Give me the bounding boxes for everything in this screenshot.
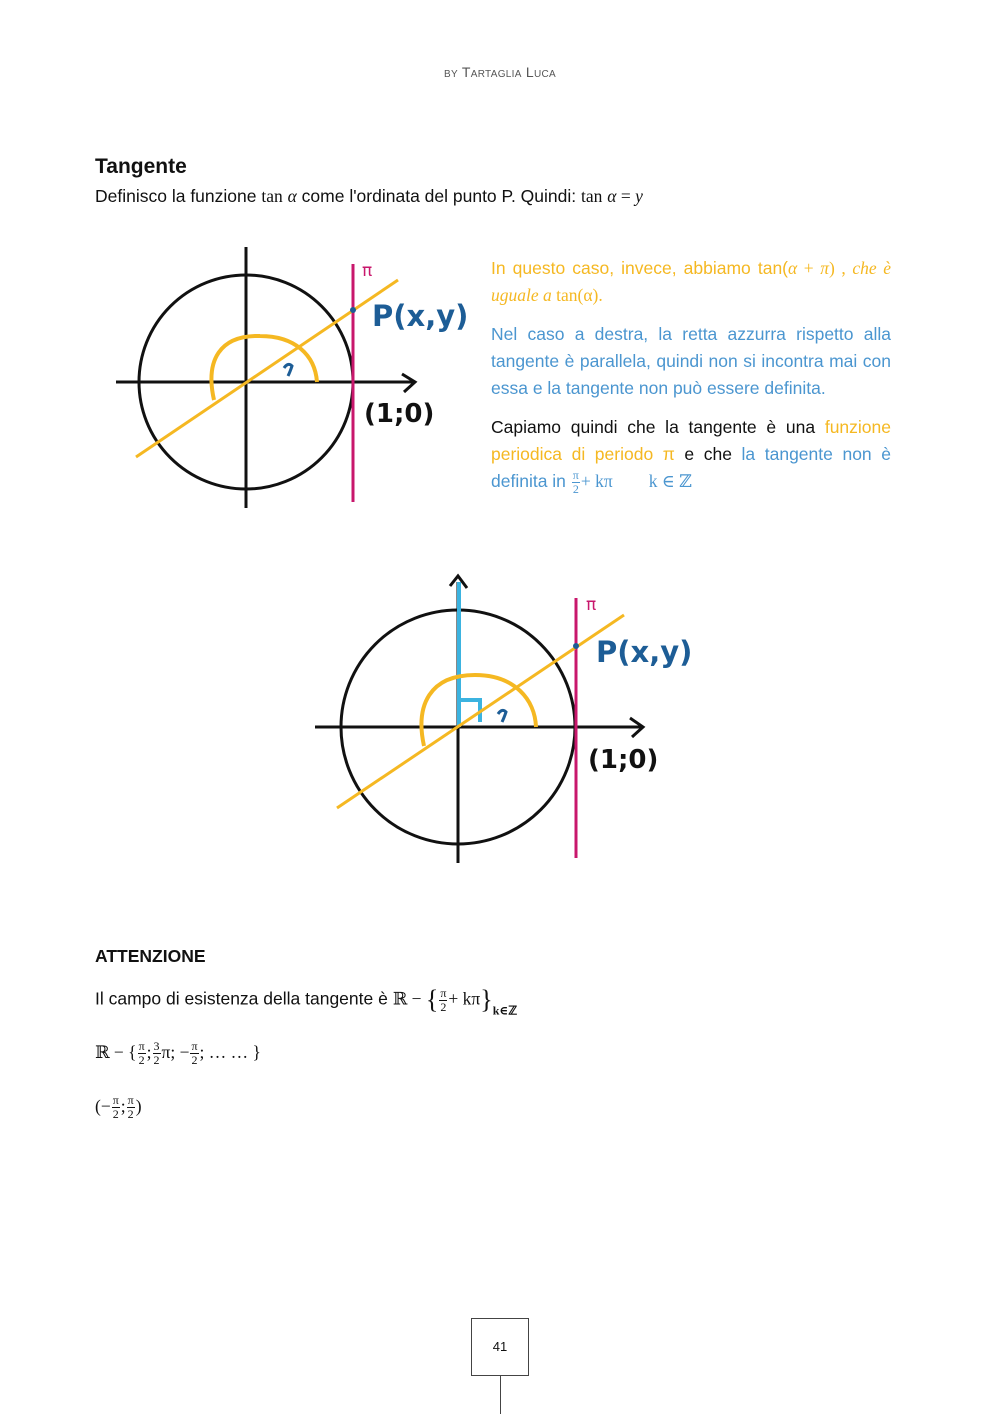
alpha-symbol: α [287,186,297,206]
p1-text-e: uguale a [491,285,552,305]
definition-text-1: Definisco la funzione [95,186,262,206]
p3-text-a: Capiamo quindi che la tangente è una [491,417,825,437]
definition-line [95,186,643,207]
interval-frac1-num: π [112,1093,119,1107]
list-frac2-num: 3 [153,1039,160,1053]
domain-frac-den: 2 [440,999,447,1014]
unit-circle-diagram-1 [110,240,469,520]
p3-text-b: funzione periodica di periodo π [491,417,891,464]
side-explanation [491,255,891,508]
page-number-stem [500,1375,501,1414]
list-fraction-3 [190,1040,198,1067]
p1-alpha: α [788,258,798,278]
interval-line [95,1094,142,1121]
excluded-list-line [95,1040,261,1067]
domain-text: Il campo di esistenza della tangente è [95,988,393,1009]
page-number: 41 [471,1318,529,1376]
p1-plus: + [797,258,821,278]
list-fraction-2 [153,1040,161,1067]
domain-fraction [439,987,447,1014]
point-label: P(x,y) [372,299,469,333]
point-label: P(x,y) [596,635,693,669]
orange-ray [337,615,624,808]
interval-sep: ; [120,1096,126,1117]
p1-pi: π [820,258,830,278]
interval-close: ) [135,1096,142,1117]
interval-open: (− [95,1096,111,1117]
interval-frac1-den: 2 [112,1107,119,1121]
side-paragraph-2: Nel caso a destra, la retta azzurra rispetto alla tangente è parallela, quindi non si incontra mai con essa e la tangente non può essere definita. [491,324,891,398]
side-paragraph-3 [491,414,891,496]
p3-text-e: + kπ [580,471,613,491]
point-p [573,643,579,649]
list-sep: ; [146,1042,152,1063]
point-p [350,307,356,313]
unit-point-label: (1;0) [588,745,659,775]
domain-plus: + kπ [448,988,481,1009]
close-brace: } [480,985,493,1014]
equation-eq: = [616,186,636,206]
open-brace: { [425,985,439,1014]
definition-text-2: come l'ordinata del punto P. Quindi: [296,186,581,206]
attention-title: ATTENZIONE [95,946,206,966]
orange-ray [136,280,398,457]
list-real-set: ℝ − { [95,1042,137,1063]
list-frac2-den: 2 [153,1053,160,1067]
interval-fraction-2 [127,1094,135,1121]
interval-fraction-1 [112,1094,120,1121]
angle-mark [284,364,292,376]
p1-text-a: In questo caso, invece, abbiamo tan( [491,258,789,278]
p3-text-c: e che [674,444,742,464]
list-frac1-num: π [138,1039,145,1053]
list-fraction-1 [138,1040,146,1067]
section-title: Tangente [95,155,187,178]
list-end: ; … … } [199,1042,261,1063]
domain-frac-num: π [440,985,447,1000]
interval-frac2-num: π [127,1093,134,1107]
list-after-2: π; − [161,1042,190,1063]
p1-text-f: tan(α). [551,285,603,305]
tan-symbol: tan [261,186,283,206]
equation-lhs: tan [580,186,603,206]
unit-point-label: (1;0) [364,399,435,429]
p3-text-f: k ∈ ℤ [648,471,692,491]
list-frac3-num: π [191,1039,198,1053]
equation-alpha: α [607,186,617,206]
p3-frac-den: 2 [572,481,579,496]
p3-text-d: la tangente non è definita in [491,444,891,491]
unit-circle-diagram-2 [310,570,693,870]
angle-mark [498,710,506,722]
side-paragraph-1 [491,255,891,309]
list-frac3-den: 2 [191,1053,198,1067]
domain-real-set: ℝ − [392,988,426,1009]
p1-text-d: che è [852,258,892,278]
domain-line [95,985,517,1019]
list-frac1-den: 2 [138,1053,145,1067]
domain-subscript: k∈ℤ [492,1003,518,1018]
tangent-line-label: π [586,595,597,615]
p3-fraction [572,469,580,496]
p3-frac-num: π [572,467,579,482]
tangent-line-label: π [362,261,373,281]
page-header: by Tartaglia Luca [444,64,556,80]
equation-y: y [635,186,643,206]
interval-frac2-den: 2 [127,1107,134,1121]
p1-text-c: ) , [829,258,853,278]
